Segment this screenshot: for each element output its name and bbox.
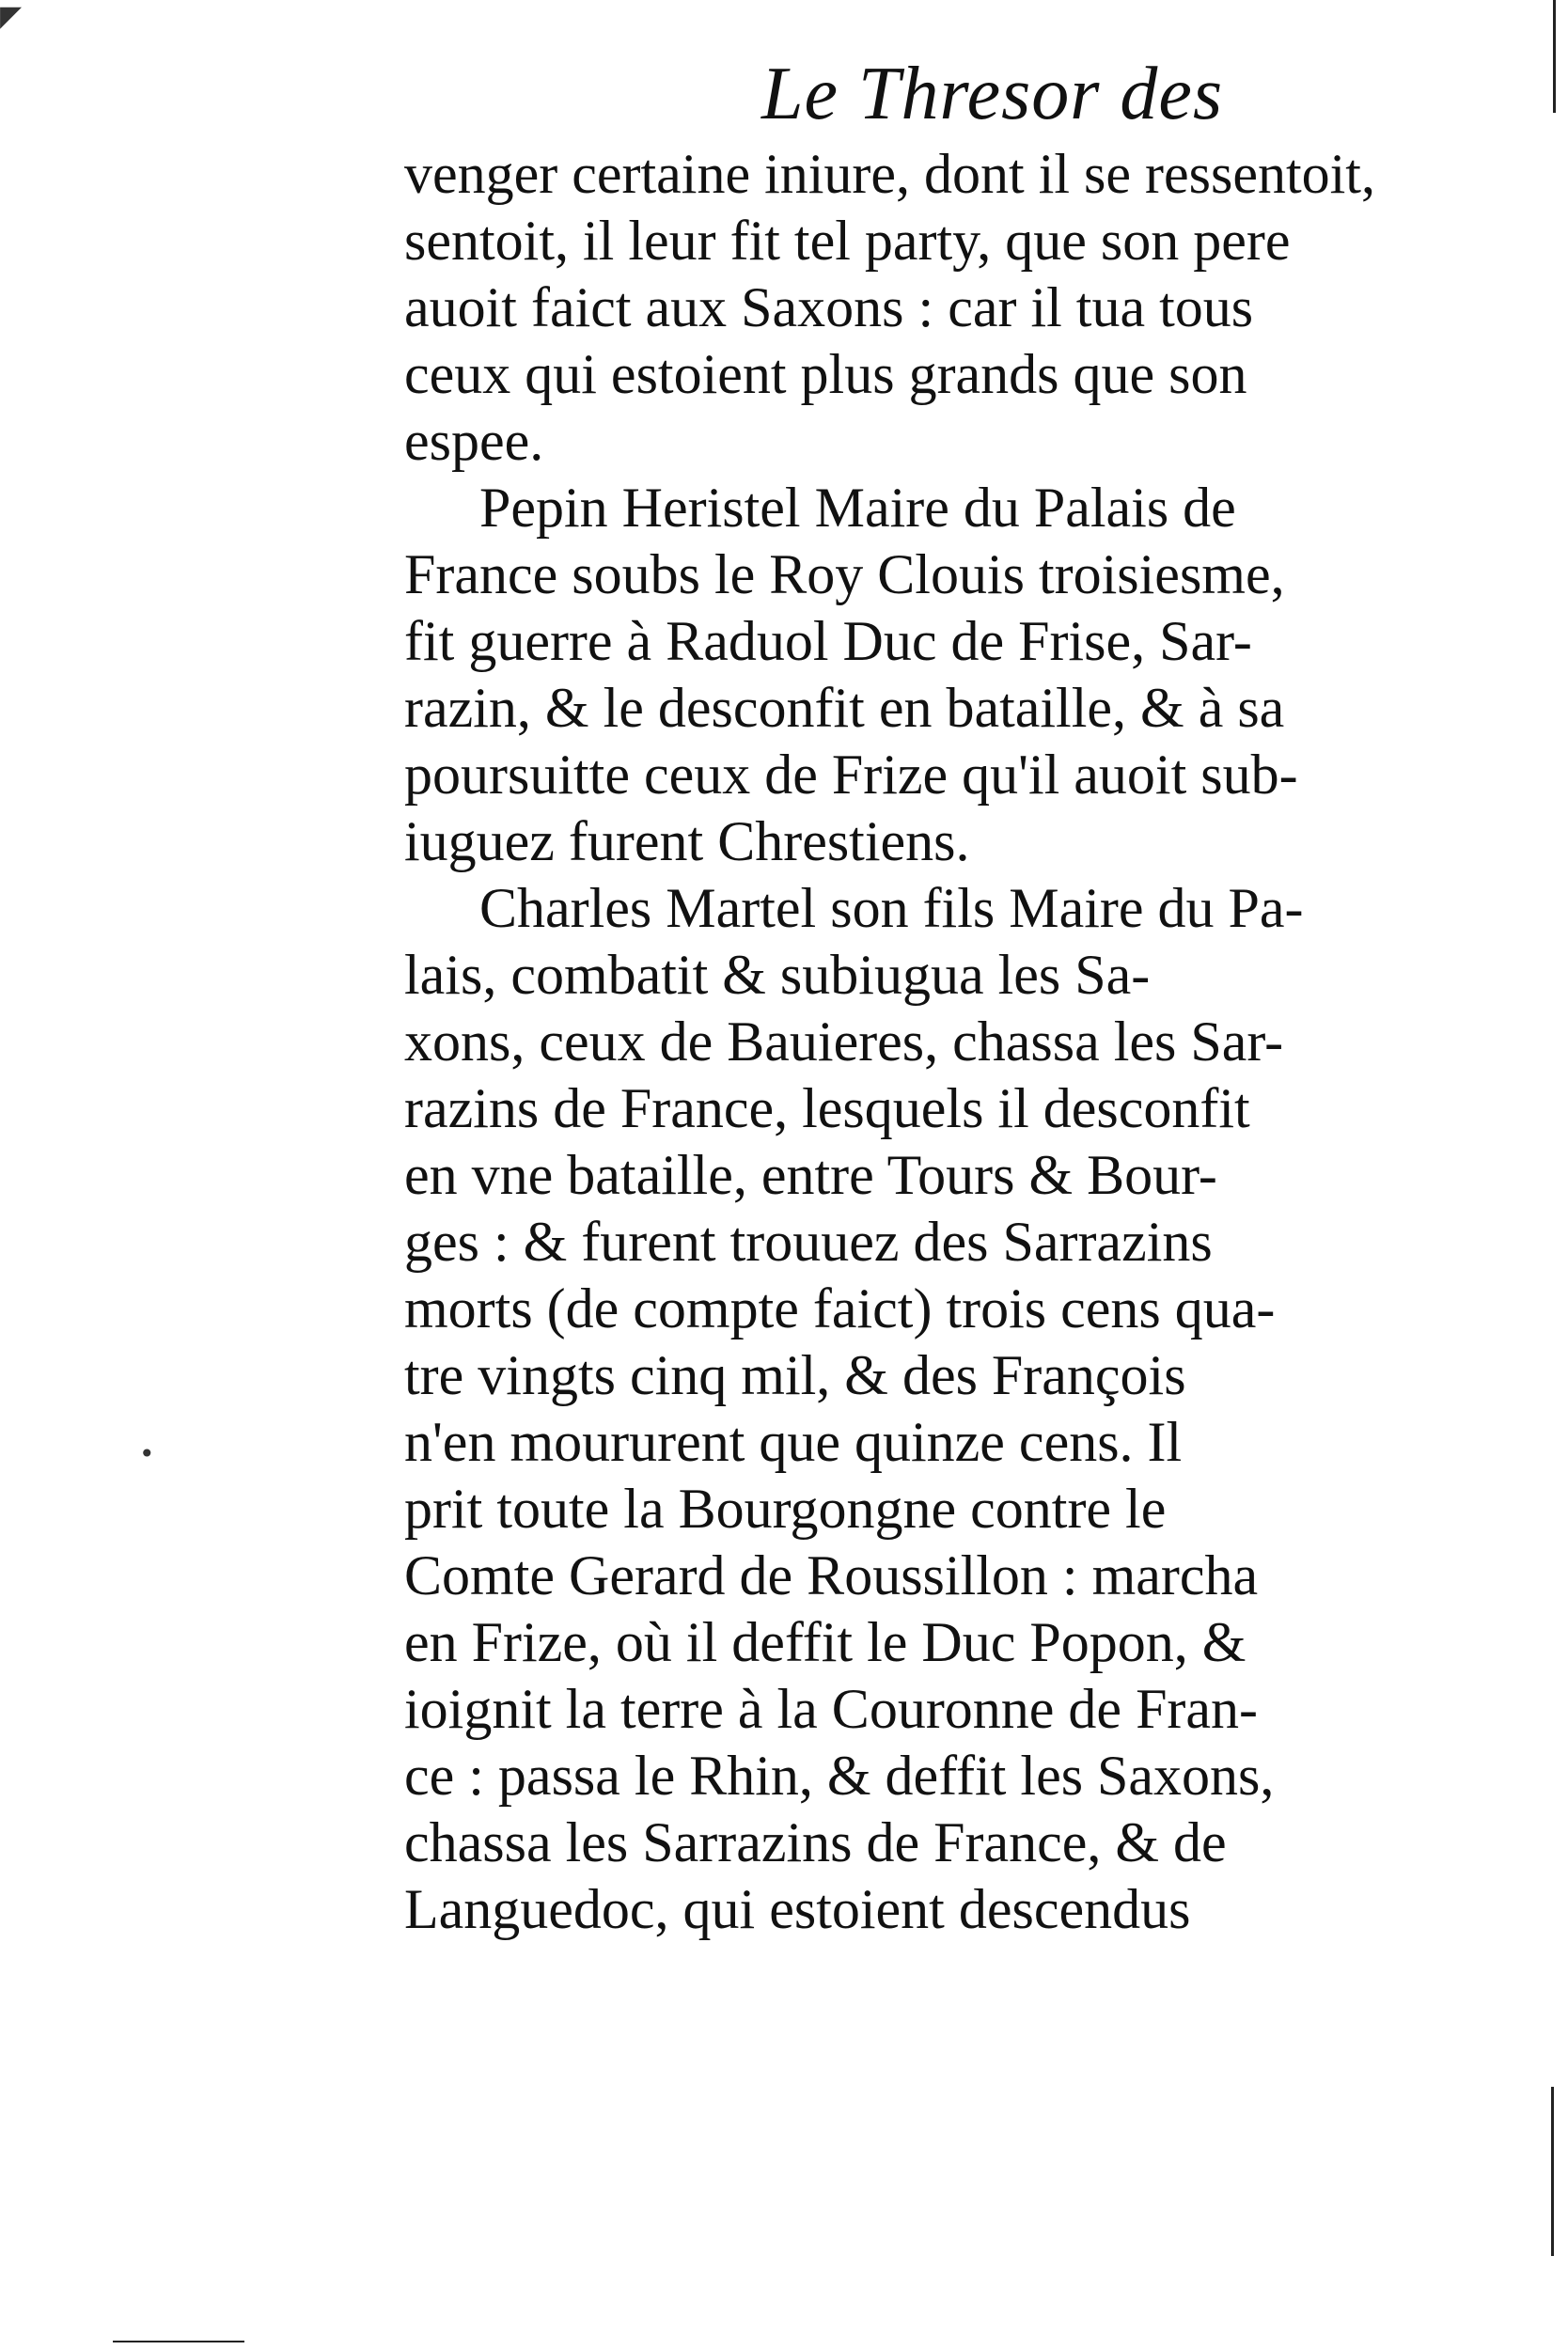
right-edge-rule — [1553, 0, 1556, 113]
running-head: Le Thresor des — [761, 53, 1224, 135]
text-line: espee. — [404, 410, 544, 472]
text-line: venger certaine iniure, dont il se ressentoit, — [404, 143, 1375, 205]
text-line: ceux qui estoient plus grands que son — [404, 343, 1247, 405]
text-line: xons, ceux de Bauieres, chassa les Sar- — [404, 1010, 1284, 1073]
text-line: ioignit la terre à la Couronne de Fran- — [404, 1678, 1259, 1740]
text-line: sentoit, il leur fit tel party, que son pere — [404, 210, 1291, 272]
text-line: poursuitte ceux de Frize qu'il auoit sub- — [404, 744, 1298, 806]
text-line: prit toute la Bourgongne contre le — [404, 1478, 1167, 1540]
text-line: Charles Martel son fils Maire du Pa- — [479, 877, 1304, 939]
text-line: auoit faict aux Saxons : car il tua tous — [404, 276, 1254, 338]
text-line: ce : passa le Rhin, & deffit les Saxons, — [404, 1745, 1275, 1807]
text-line: Languedoc, qui estoient descendus — [404, 1878, 1191, 1940]
text-line: morts (de compte faict) trois cens qua- — [404, 1277, 1276, 1340]
text-line: chassa les Sarrazins de France, & de — [404, 1811, 1227, 1873]
right-edge-rule-lower — [1551, 2087, 1554, 2256]
corner-arrow-icon: ◤ — [0, 0, 23, 33]
text-line: tre vingts cinq mil, & des François — [404, 1344, 1186, 1406]
text-line: razins de France, lesquels il desconfit — [404, 1077, 1250, 1139]
page-body — [404, 141, 1419, 1943]
text-line: en vne bataille, entre Tours & Bour- — [404, 1144, 1217, 1206]
margin-dot: • — [139, 1438, 155, 1469]
text-line: lais, combatit & subiugua les Sa- — [404, 944, 1151, 1006]
text-line: France soubs le Roy Clouis troisiesme, — [404, 543, 1285, 605]
text-line: razin, & le desconfit en bataille, & à sa — [404, 677, 1285, 739]
text-line: fit guerre à Raduol Duc de Frise, Sar- — [404, 610, 1252, 672]
text-line: en Frize, où il deffit le Duc Popon, & — [404, 1611, 1247, 1673]
text-line: ges : & furent trouuez des Sarrazins — [404, 1211, 1213, 1273]
text-line: iuguez furent Chrestiens. — [404, 810, 970, 872]
text-line: Comte Gerard de Roussillon : marcha — [404, 1544, 1259, 1606]
text-line: Pepin Heristel Maire du Palais de — [479, 477, 1236, 539]
text-line: n'en moururent que quinze cens. Il — [404, 1411, 1183, 1473]
bottom-edge-rule — [113, 2341, 244, 2342]
